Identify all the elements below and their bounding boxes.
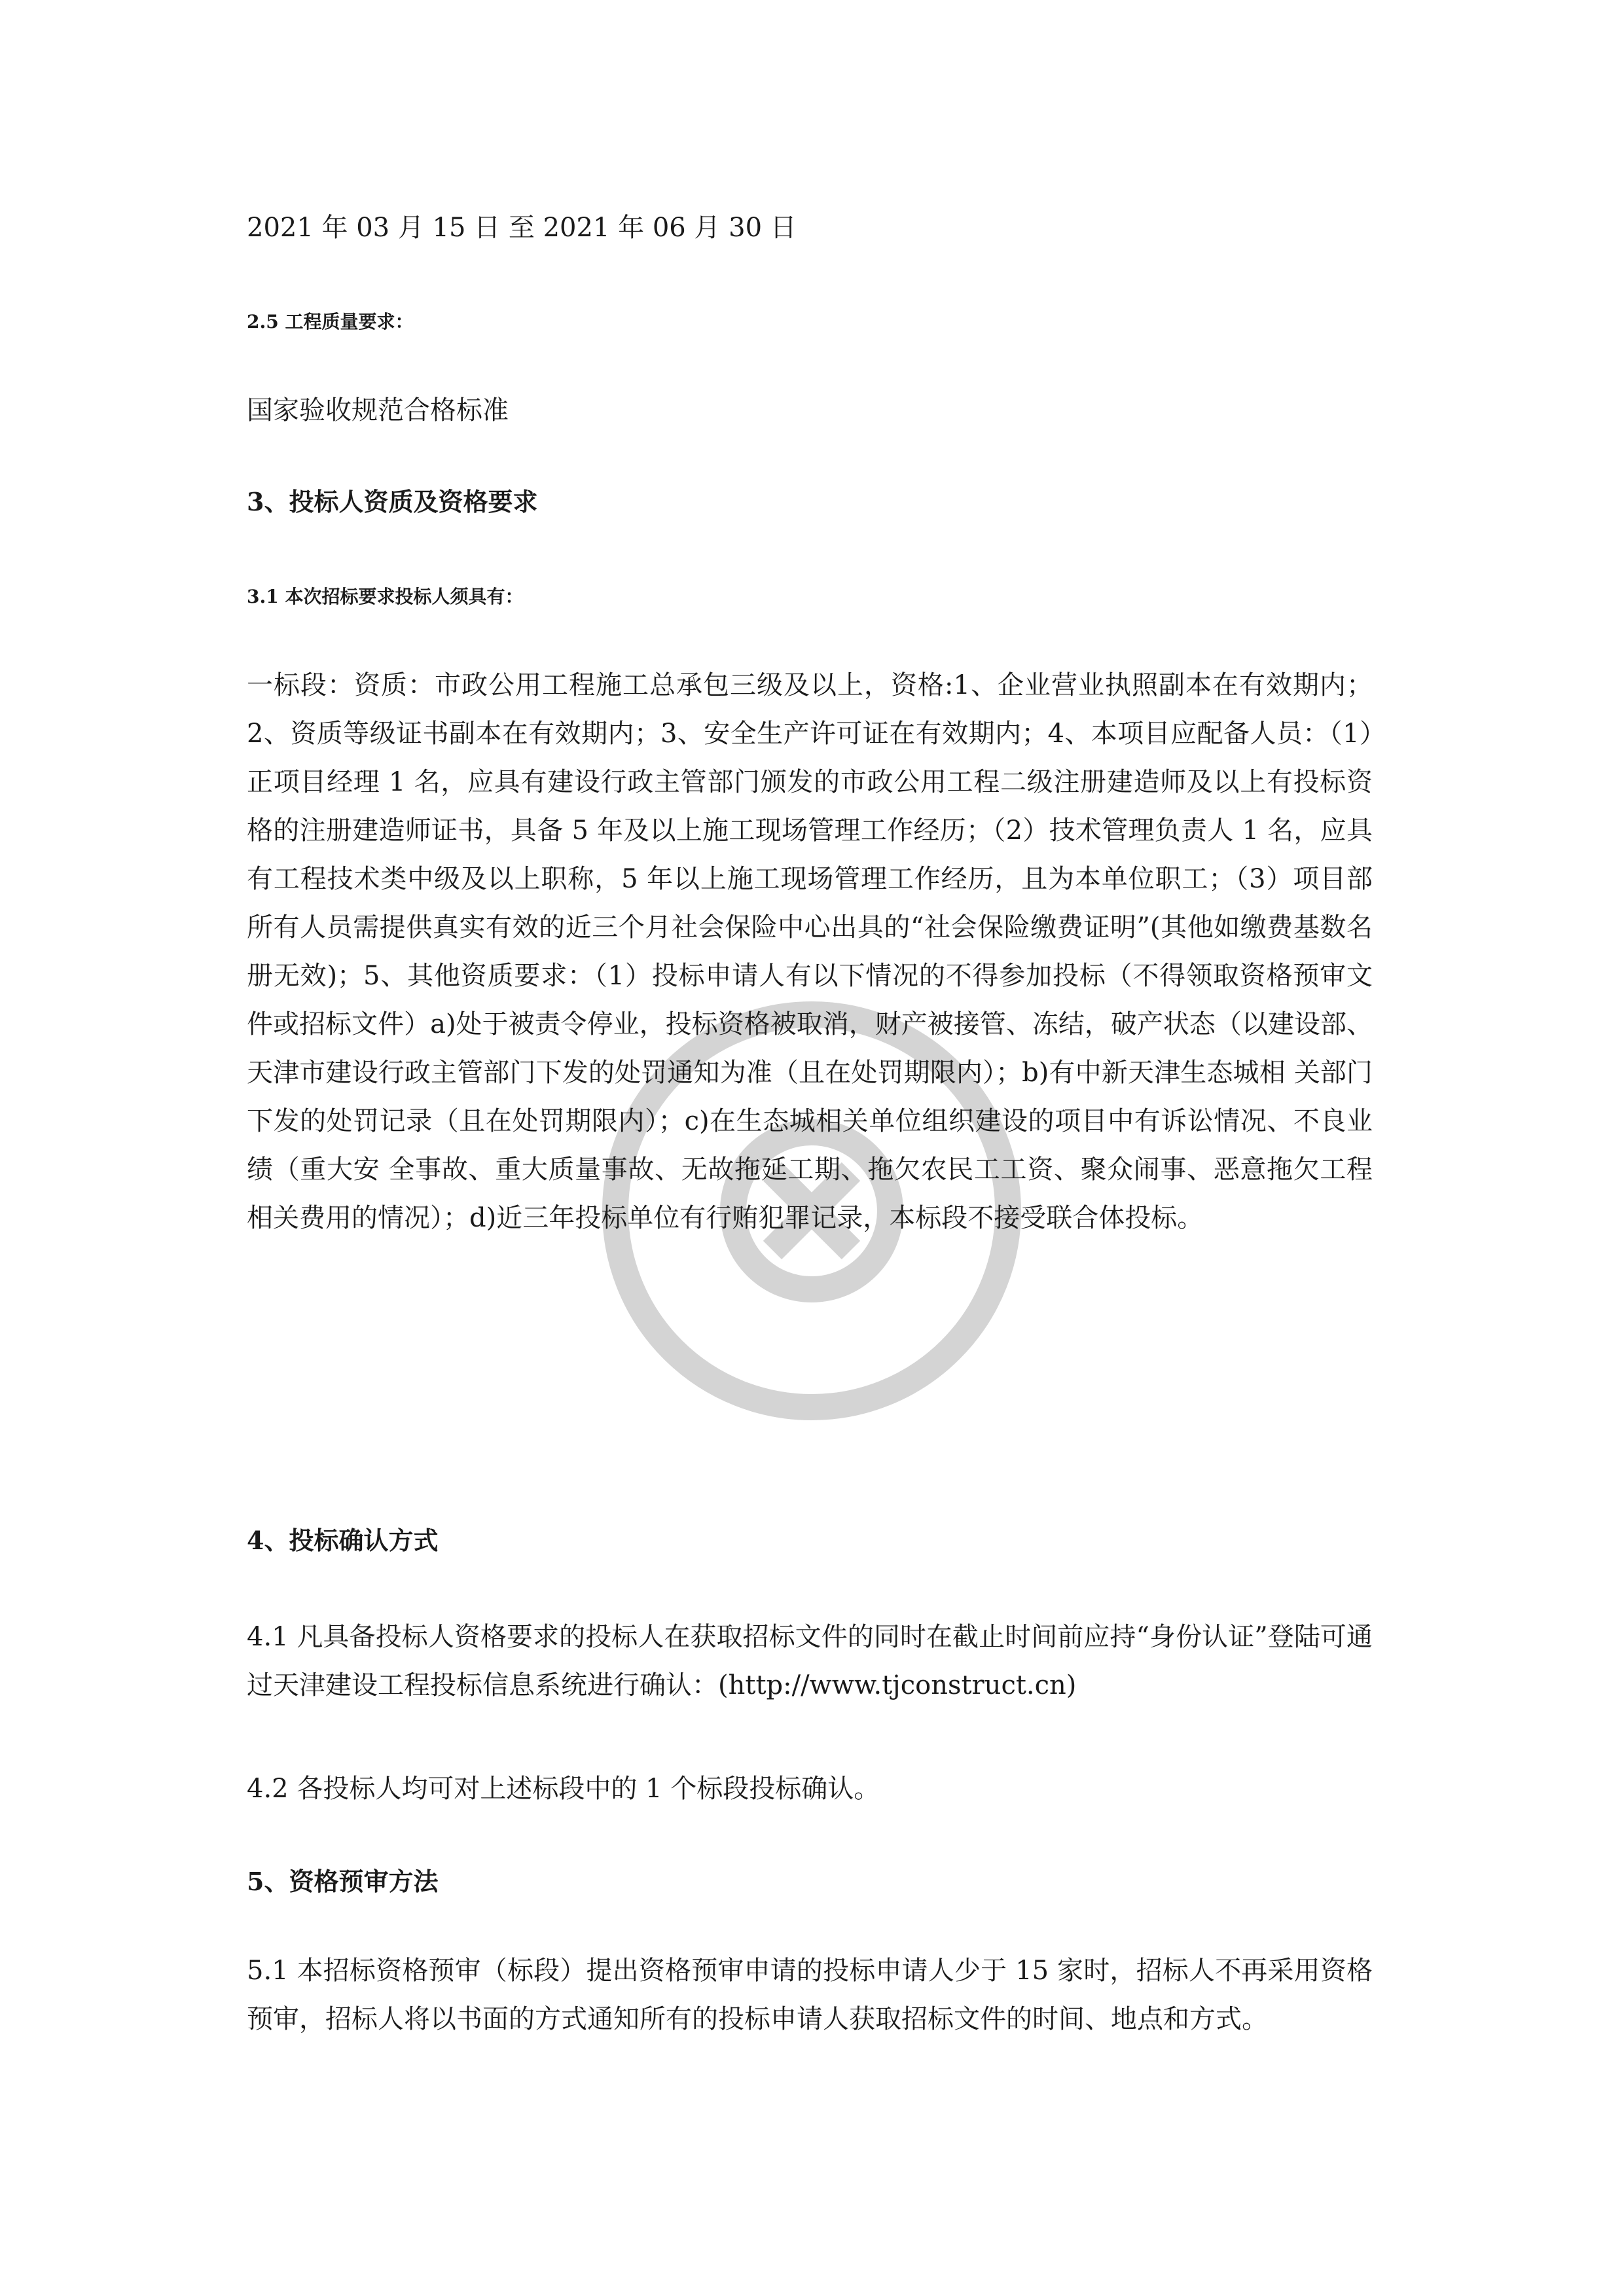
section-2-5-body: 国家验收规范合格标准: [247, 395, 509, 425]
bid-period: 2021 年 03 月 15 日 至 2021 年 06 月 30 日: [247, 213, 797, 243]
section-4-heading: 4、投标确认方式: [247, 1526, 439, 1555]
section-5-heading: 5、资格预审方法: [247, 1867, 439, 1896]
section-3-1-heading: 3.1 本次招标要求投标人须具有：: [247, 586, 524, 607]
section-4-1: 4.1 凡具备投标人资格要求的投标人在获取招标文件的同时在截止时间前应持“身份认证”登陆可通过天津建设工程投标信息系统进行确认：(http://www.tjconstruct.cn): [247, 1622, 1373, 1700]
section-4-2: 4.2 各投标人均可对上述标段中的 1 个标段投标确认。: [247, 1774, 880, 1804]
section-5-1: 5.1 本招标资格预审（标段）提出资格预审申请的投标申请人少于 15 家时，招标人不再采用资格预审，招标人将以书面的方式通知所有的投标申请人获取招标文件的时间、地点和方式。: [247, 1956, 1373, 2034]
section-2-5-heading: 2.5 工程质量要求：: [247, 311, 414, 332]
section-3-heading: 3、投标人资质及资格要求: [247, 487, 538, 516]
section-3-body: 一标段：资质：市政公用工程施工总承包三级及以上，资格:1、企业营业执照副本在有效期内；2、资质等级证书副本在有效期内；3、安全生产许可证在有效期内；4、本项目应配备人员：（1）正项目经理 1 名，应具有建设行政主管部门颁发的市政公用工程二级注册建造师及以上有投标资格的注册建造师证书，具备 5 年及以上施工现场管理工作经历；（2）技术管理负责人 1 名，应具有工程技术类中级及以上职称，5 年以上施工现场管理工作经历，且为本单位职工；（3）项目部所有人员需提供真实有效的近三个月社会保险中心出具的“社会保险缴费证明”(其他如缴费基数名册无效)；5、其他资质要求：（1）投标申请人有以下情况的不得参加投标（不得领取资格预审文件或招标文件）a)处于被责令停业，投标资格被取消，财产被接管、冻结，破产状态（以建设部、天津市建设行政主管部门下发的处罚通知为准（且在处罚期限内）；b)有中新天津生态城相 关部门下发的处罚记录（且在处罚期限内）；c)在生态城相关单位组织建设的项目中有诉讼情况、不良业绩（重大安 全事故、重大质量事故、无故拖延工期、拖欠农民工工资、聚众闹事、恶意拖欠工程相关费用的情况）；d)近三年投标单位有行贿犯罪记录，本标段不接受联合体投标。: [247, 670, 1373, 1233]
